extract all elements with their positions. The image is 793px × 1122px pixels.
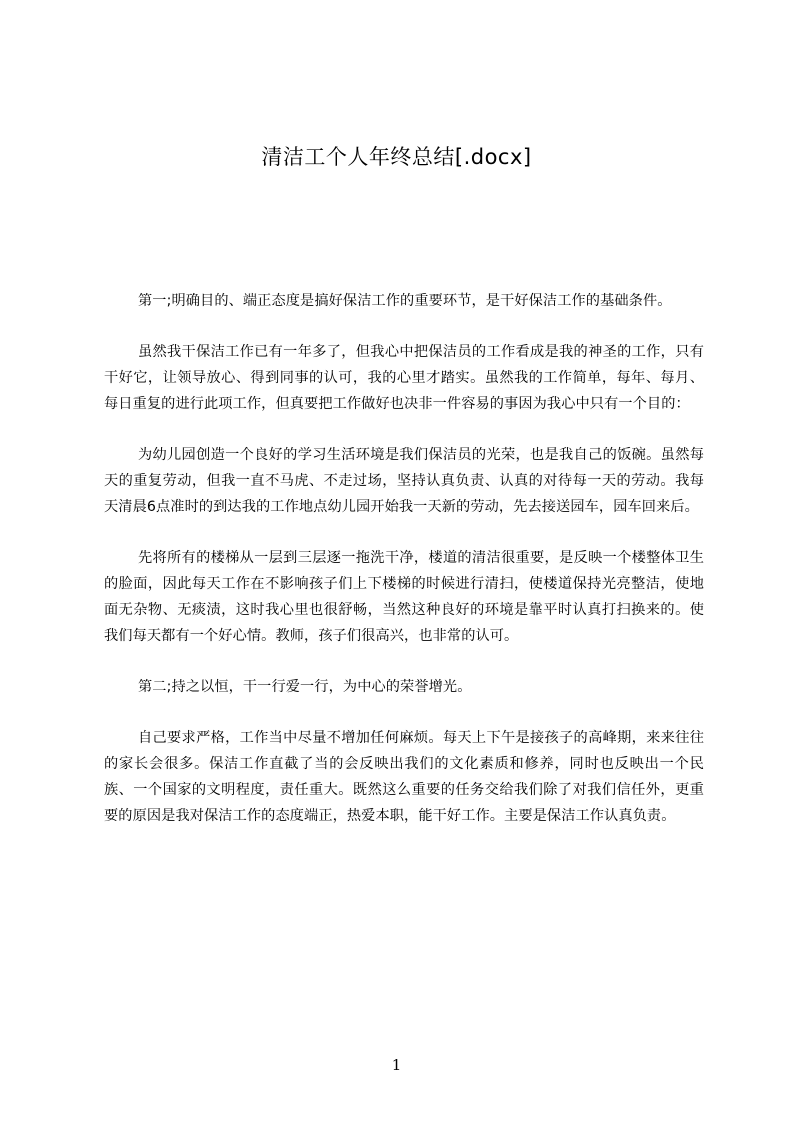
paragraph-1: 第一;明确目的、端正态度是搞好保洁工作的重要环节，是干好保洁工作的基础条件。 (138, 293, 672, 309)
document-title: 清洁工个人年终总结[.docx] (261, 145, 532, 169)
document-body (104, 288, 704, 854)
page-number: 1 (391, 1056, 402, 1074)
paragraph-6: 自己要求严格，工作当中尽量不增加任何麻烦。每天上下午是接孩子的高峰期，来来往往的家长会很多。保洁工作直截了当的会反映出我们的文化素质和修养，同时也反映出一个民族、一个国家的文明程度，责任重大。既然这么重要的任务交给我们除了对我们信任外，更重要的原因是我对保洁工作的态度端正，热爱本职，能干好工作。主要是保洁工作认真负责。 (104, 730, 704, 824)
paragraph-5: 第二;持之以恒，干一行爱一行，为中心的荣誉增光。 (138, 679, 472, 695)
paragraph-3: 为幼儿园创造一个良好的学习生活环境是我们保洁员的光荣，也是我自己的饭碗。虽然每天的重复劳动，但我一直不马虎、不走过场，坚持认真负责、认真的对待每一天的劳动。我每天清晨6点准时的到达我的工作地点幼儿园开始我一天新的劳动，先去接送园车，园车回来后。 (104, 447, 704, 515)
paragraph-2: 虽然我干保洁工作已有一年多了，但我心中把保洁员的工作看成是我的神圣的工作，只有干好它，让领导放心、得到同事的认可，我的心里才踏实。虽然我的工作简单，每年、每月、每日重复的进行此项工作，但真要把工作做好也决非一件容易的事因为我心中只有一个目的： (104, 344, 704, 412)
paragraph-4: 先将所有的楼梯从一层到三层逐一拖洗干净，楼道的清洁很重要，是反映一个楼整体卫生的脸面，因此每天工作在不影响孩子们上下楼梯的时候进行清扫，使楼道保持光亮整洁，使地面无杂物、无痰渍，这时我心里也很舒畅，当然这种良好的环境是靠平时认真打扫换来的。使我们每天都有一个好心情。教师，孩子们很高兴，也非常的认可。 (104, 550, 704, 644)
